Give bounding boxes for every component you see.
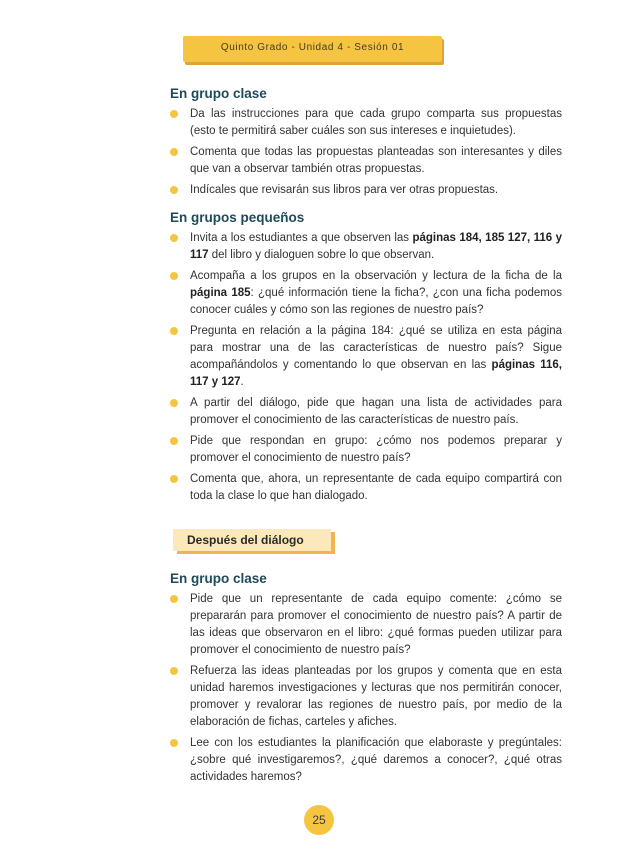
page-number: 25 <box>304 805 334 835</box>
list-item: A partir del diálogo, pide que hagan una lista de actividades para promover el conocimiento de las características de nuestro país. <box>170 395 562 429</box>
main-content <box>170 85 562 509</box>
list-item: Comenta que, ahora, un representante de cada equipo compartirá con toda la clase lo que han dialogado. <box>170 471 562 505</box>
list-item: Lee con los estudiantes la planificación que elaboraste y pregúntales: ¿sobre qué investigaremos?, ¿qué daremos a conocer?, ¿qué otras actividades haremos? <box>170 735 562 786</box>
list-item: Invita a los estudiantes a que observen las páginas 184, 185 127, 116 y 117 del libro y dialoguen sobre lo que observan. <box>170 230 562 264</box>
list-item: Acompaña a los grupos en la observación y lectura de la ficha de la página 185: ¿qué información tiene la ficha?, ¿con una ficha podemos conocer cuáles y cómo son las regiones de nuestro país? <box>170 268 562 319</box>
bullet-icon <box>170 667 178 675</box>
bullet-icon <box>170 327 178 335</box>
section-title-grupo-clase-2: En grupo clase <box>170 571 267 586</box>
list-item: Comenta que todas las propuestas planteadas son interesantes y diles que van a observar también otras propuestas. <box>170 144 562 178</box>
bullet-icon <box>170 739 178 747</box>
badge-text: Después del diálogo <box>187 533 304 547</box>
section-badge <box>173 529 338 553</box>
header-text: Quinto Grado - Unidad 4 - Sesión 01 <box>220 42 405 53</box>
bullet-icon <box>170 399 178 407</box>
header-banner <box>183 36 442 62</box>
bullet-icon <box>170 234 178 242</box>
list-item: Da las instrucciones para que cada grupo comparta sus propuestas (esto te permitirá saber cuáles son sus intereses e inquietudes). <box>170 106 562 140</box>
secondary-content <box>170 570 562 790</box>
list-item: Indícales que revisarán sus libros para ver otras propuestas. <box>170 182 562 199</box>
bullet-icon <box>170 437 178 445</box>
bullet-icon <box>170 148 178 156</box>
bullet-icon <box>170 110 178 118</box>
bullet-icon <box>170 186 178 194</box>
section-title-grupo-clase: En grupo clase <box>170 86 267 101</box>
list-item: Refuerza las ideas planteadas por los grupos y comenta que en esta unidad haremos investigaciones y lecturas que nos permitirán conocer, promover y revalorar las regiones de nuestro país, por medio de la elaboración de fichas, carteles y afiches. <box>170 663 562 731</box>
list-item: Pide que un representante de cada equipo comente: ¿cómo se prepararán para promover el conocimiento de nuestro país? A partir de las ideas que observaron en el libro: ¿qué formas pueden utilizar para promover el conocimiento de nuestro país? <box>170 591 562 659</box>
bullet-icon <box>170 272 178 280</box>
list-item: Pregunta en relación a la página 184: ¿qué se utiliza en esta página para mostrar una de las características de nuestro país? Sigue acompañándolos y comentando lo que observan en las páginas 116, 117 y 127. <box>170 323 562 391</box>
section-title-grupos-pequenos: En grupos pequeños <box>170 210 305 225</box>
list-item: Pide que respondan en grupo: ¿cómo nos podemos preparar y promover el conocimiento de nuestro país? <box>170 433 562 467</box>
bullet-icon <box>170 595 178 603</box>
bullet-icon <box>170 475 178 483</box>
